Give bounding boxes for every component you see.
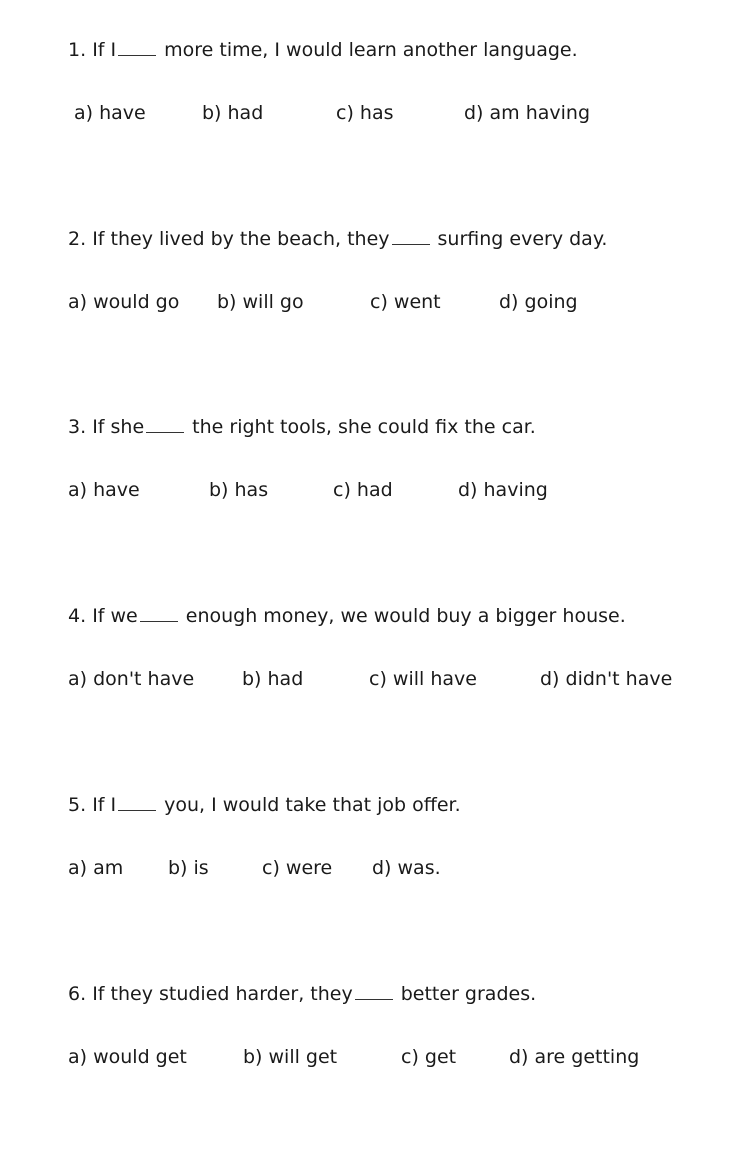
stem-before: If they studied harder, they	[92, 983, 353, 1005]
option-c[interactable]: c) will have	[369, 668, 477, 690]
question-number: 3.	[68, 416, 87, 438]
question-2	[0, 227, 744, 347]
stem-before: If we	[92, 605, 138, 627]
option-d[interactable]: d) are getting	[509, 1046, 640, 1068]
question-4	[0, 604, 744, 724]
question-number: 6.	[68, 983, 87, 1005]
stem-after: better grades.	[400, 983, 537, 1005]
option-c[interactable]: c) has	[336, 102, 394, 124]
stem-before: If I	[92, 794, 117, 816]
option-a[interactable]: a) would get	[68, 1046, 187, 1068]
option-a[interactable]: a) have	[68, 479, 140, 501]
question-stem	[68, 604, 626, 628]
option-a[interactable]: a) don't have	[68, 668, 195, 690]
option-c[interactable]: c) were	[262, 857, 333, 879]
question-number: 1.	[68, 39, 87, 61]
stem-after: more time, I would learn another language.	[164, 39, 578, 61]
question-number: 2.	[68, 228, 87, 250]
option-a[interactable]: a) have	[74, 102, 146, 124]
option-d[interactable]: d) having	[458, 479, 548, 501]
option-b[interactable]: b) has	[209, 479, 269, 501]
question-1	[0, 38, 744, 158]
answer-blank[interactable]	[140, 605, 178, 622]
answer-blank[interactable]	[392, 228, 430, 245]
stem-after: enough money, we would buy a bigger house.	[185, 605, 626, 627]
option-b[interactable]: b) had	[202, 102, 264, 124]
answer-blank[interactable]	[146, 416, 184, 433]
option-b[interactable]: b) will get	[243, 1046, 338, 1068]
stem-after: you, I would take that job offer.	[164, 794, 461, 816]
question-stem	[68, 793, 461, 817]
option-a[interactable]: a) would go	[68, 291, 180, 313]
question-stem	[68, 227, 607, 251]
option-b[interactable]: b) had	[242, 668, 304, 690]
stem-after: surfing every day.	[437, 228, 608, 250]
option-c[interactable]: c) had	[333, 479, 393, 501]
option-d[interactable]: d) am having	[464, 102, 591, 124]
question-3	[0, 415, 744, 535]
question-5	[0, 793, 744, 913]
option-b[interactable]: b) will go	[217, 291, 304, 313]
stem-before: If she	[92, 416, 145, 438]
question-stem	[68, 38, 578, 62]
answer-blank[interactable]	[118, 39, 156, 56]
question-number: 5.	[68, 794, 87, 816]
option-d[interactable]: d) going	[499, 291, 578, 313]
stem-before: If I	[92, 39, 117, 61]
answer-blank[interactable]	[355, 983, 393, 1000]
question-stem	[68, 415, 536, 439]
stem-after: the right tools, she could fix the car.	[192, 416, 536, 438]
option-b[interactable]: b) is	[168, 857, 209, 879]
option-d[interactable]: d) was.	[372, 857, 441, 879]
option-c[interactable]: c) went	[370, 291, 441, 313]
option-c[interactable]: c) get	[401, 1046, 457, 1068]
option-a[interactable]: a) am	[68, 857, 124, 879]
question-number: 4.	[68, 605, 87, 627]
answer-blank[interactable]	[118, 794, 156, 811]
question-stem	[68, 982, 536, 1006]
question-6	[0, 982, 744, 1102]
stem-before: If they lived by the beach, they	[92, 228, 390, 250]
option-d[interactable]: d) didn't have	[540, 668, 673, 690]
